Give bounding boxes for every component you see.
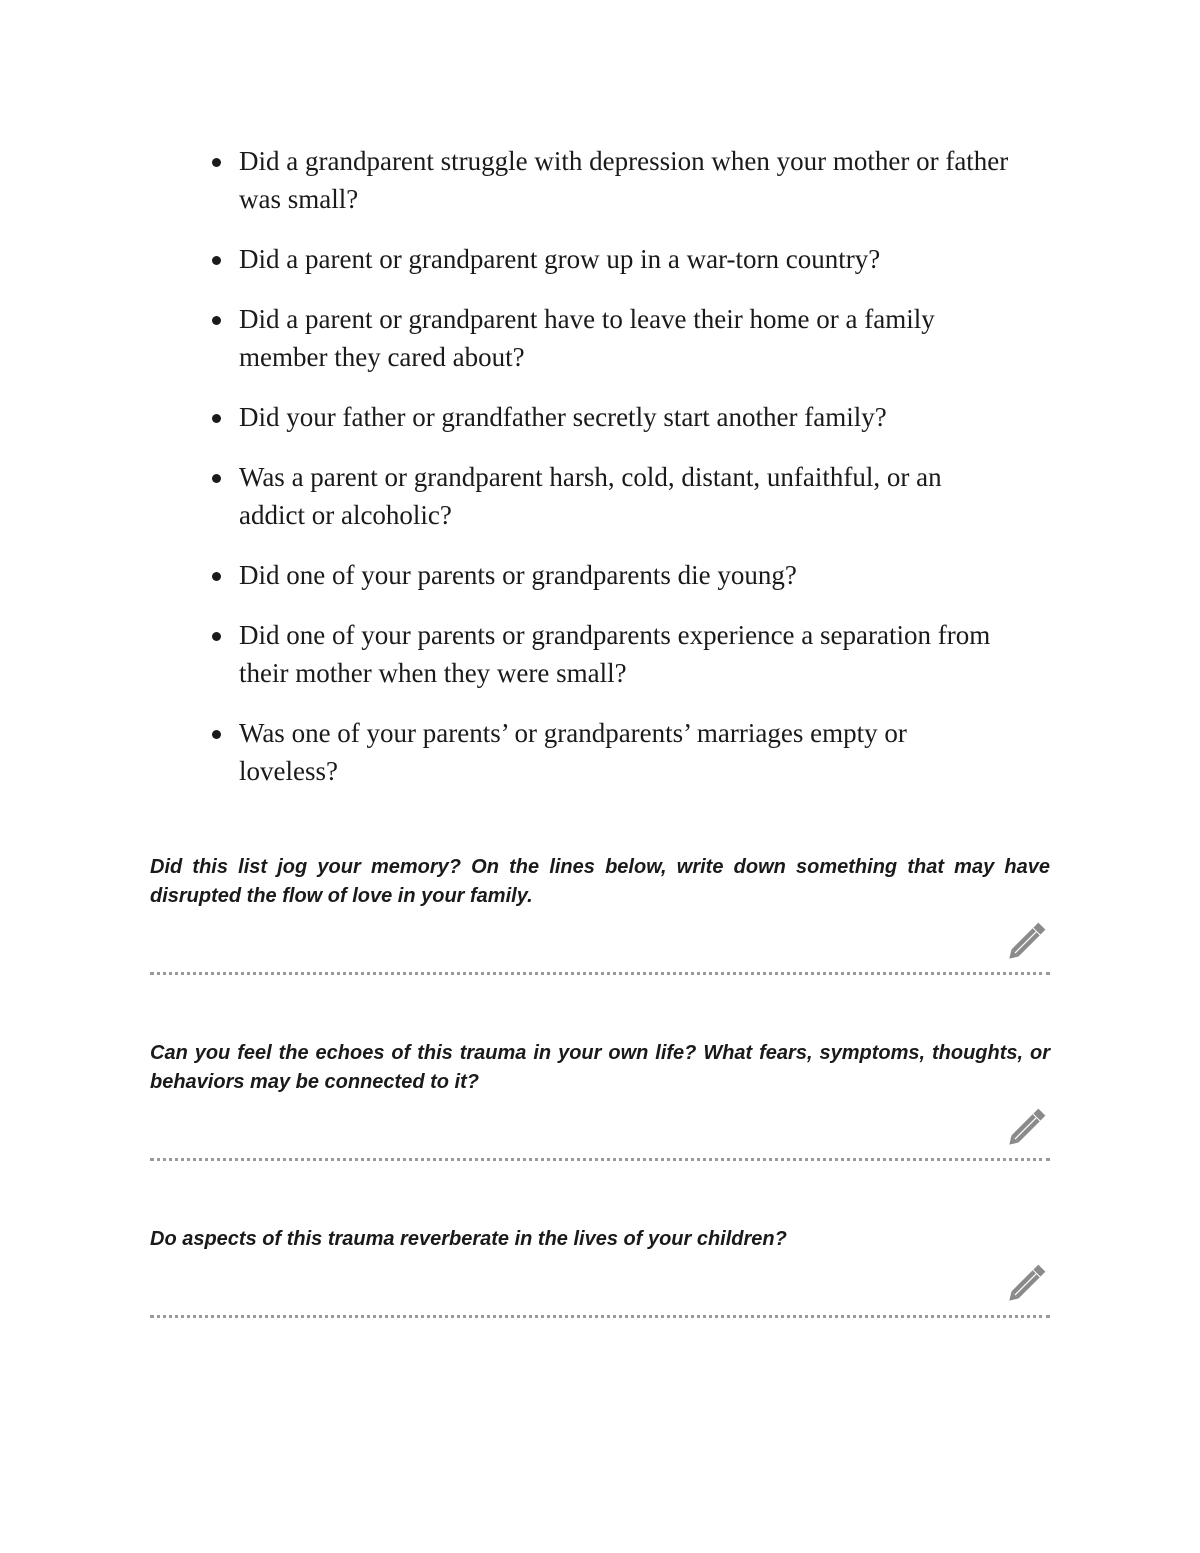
list-item	[212, 142, 1012, 218]
list-item-text: Was a parent or grandparent harsh, cold, distant, unfaithful, or an addict or alcoholic?	[239, 462, 942, 530]
list-item-text: Did one of your parents or grandparents die young?	[239, 560, 797, 590]
list-item	[212, 556, 1012, 594]
question-list	[212, 142, 1012, 812]
bullet-icon	[212, 572, 221, 581]
list-item	[212, 714, 1012, 790]
prompt-1: Did this list jog your memory? On the lines below, write down something that may have disrupted the flow of love in your family.	[150, 856, 1050, 907]
list-item-text: Did a parent or grandparent grow up in a war-torn country?	[239, 244, 881, 274]
prompt-3: Do aspects of this trauma reverberate in the lives of your children?	[150, 1228, 787, 1250]
bullet-icon	[212, 256, 221, 265]
bullet-icon	[212, 316, 221, 325]
list-item	[212, 300, 1012, 376]
bullet-icon	[212, 474, 221, 483]
list-item	[212, 616, 1012, 692]
bullet-icon	[212, 414, 221, 423]
list-item-text: Did a parent or grandparent have to leave their home or a family member they cared about?	[239, 304, 935, 372]
prompt-2: Can you feel the echoes of this trauma in your own life? What fears, symptoms, thoughts, or behaviors may be connected to it?	[150, 1042, 1050, 1093]
list-item-text: Did your father or grandfather secretly start another family?	[239, 402, 887, 432]
bullet-icon	[212, 632, 221, 641]
answer-line-1[interactable]	[150, 972, 1050, 975]
list-item	[212, 240, 1012, 278]
pencil-icon	[1002, 1104, 1052, 1150]
list-item	[212, 458, 1012, 534]
pencil-icon	[1002, 1260, 1052, 1306]
pencil-icon	[1002, 918, 1052, 964]
bullet-icon	[212, 158, 221, 167]
answer-line-2[interactable]	[150, 1158, 1050, 1161]
bullet-icon	[212, 730, 221, 739]
answer-line-3[interactable]	[150, 1315, 1050, 1318]
list-item	[212, 398, 1012, 436]
list-item-text: Did a grandparent struggle with depression when your mother or father was small?	[239, 146, 1009, 214]
list-item-text: Was one of your parents’ or grandparents’ marriages empty or loveless?	[239, 718, 907, 786]
list-item-text: Did one of your parents or grandparents experience a separation from their mother when they were small?	[239, 620, 991, 688]
